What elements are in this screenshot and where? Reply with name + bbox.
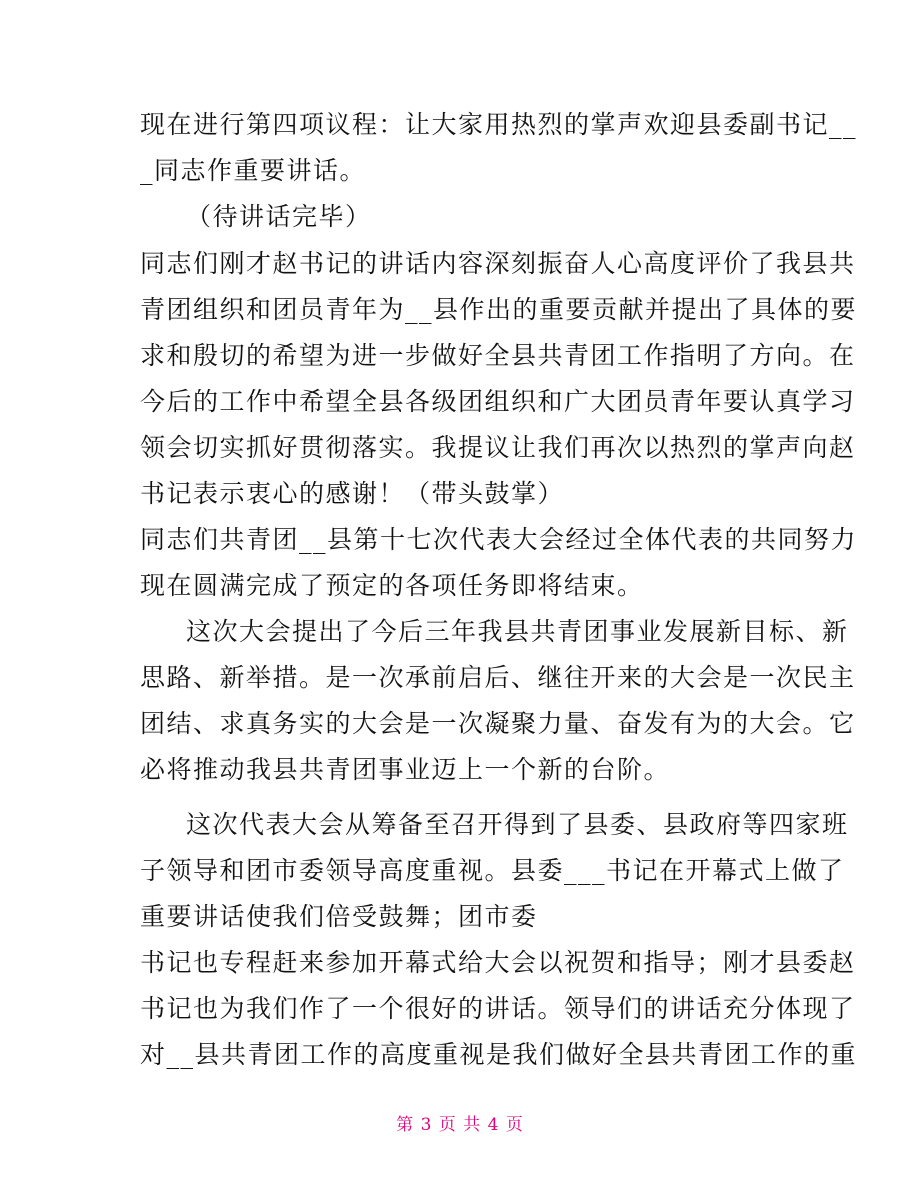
text-line: 同志们刚才赵书记的讲话内容深刻振奋人心高度评价了我县共 (140, 249, 856, 278)
text-line: _同志作重要讲话。 (140, 156, 367, 185)
page-number-footer: 第 3 页 共 4 页 (396, 1115, 524, 1135)
text-line: 青团组织和团员青年为__县作出的重要贡献并提出了具体的要 (140, 295, 858, 324)
text-line: 团结、求真务实的大会是一次凝聚力量、奋发有为的大会。它 (140, 709, 856, 738)
text-line: 思路、新举措。是一次承前启后、继往开来的大会是一次民主 (140, 663, 856, 692)
text-line: 重要讲话使我们倍受鼓舞；团市委 (140, 902, 538, 931)
text-line: 现在进行第四项议程：让大家用热烈的掌声欢迎县委副书记__ (140, 110, 858, 139)
text-line: 这次大会提出了今后三年我县共青团事业发展新目标、新 (186, 617, 849, 646)
text-line: 对__县共青团工作的高度重视是我们做好全县共青团工作的重 (140, 1040, 858, 1069)
text-line: （待讲话完毕） (186, 202, 372, 231)
text-line: 必将推动我县共青团事业迈上一个新的台阶。 (140, 755, 671, 784)
text-line: 这次代表大会从筹备至召开得到了县委、县政府等四家班 (186, 810, 849, 839)
text-line: 现在圆满完成了预定的各项任务即将结束。 (140, 571, 644, 600)
text-line: 子领导和团市委领导高度重视。县委___书记在开幕式上做了 (140, 856, 845, 885)
text-line: 书记也专程赶来参加开幕式给大会以祝贺和指导；刚才县委赵 (140, 948, 856, 977)
text-line: 领会切实抓好贯彻落实。我提议让我们再次以热烈的掌声向赵 (140, 433, 856, 462)
text-line: 同志们共青团__县第十七次代表大会经过全体代表的共同努力 (140, 525, 858, 554)
text-line: 书记表示衷心的感谢！（带头鼓掌） (140, 479, 565, 508)
text-line: 今后的工作中希望全县各级团组织和广大团员青年要认真学习 (140, 387, 856, 416)
text-line: 求和殷切的希望为进一步做好全县共青团工作指明了方向。在 (140, 341, 856, 370)
text-line: 书记也为我们作了一个很好的讲话。领导们的讲话充分体现了 (140, 994, 856, 1023)
